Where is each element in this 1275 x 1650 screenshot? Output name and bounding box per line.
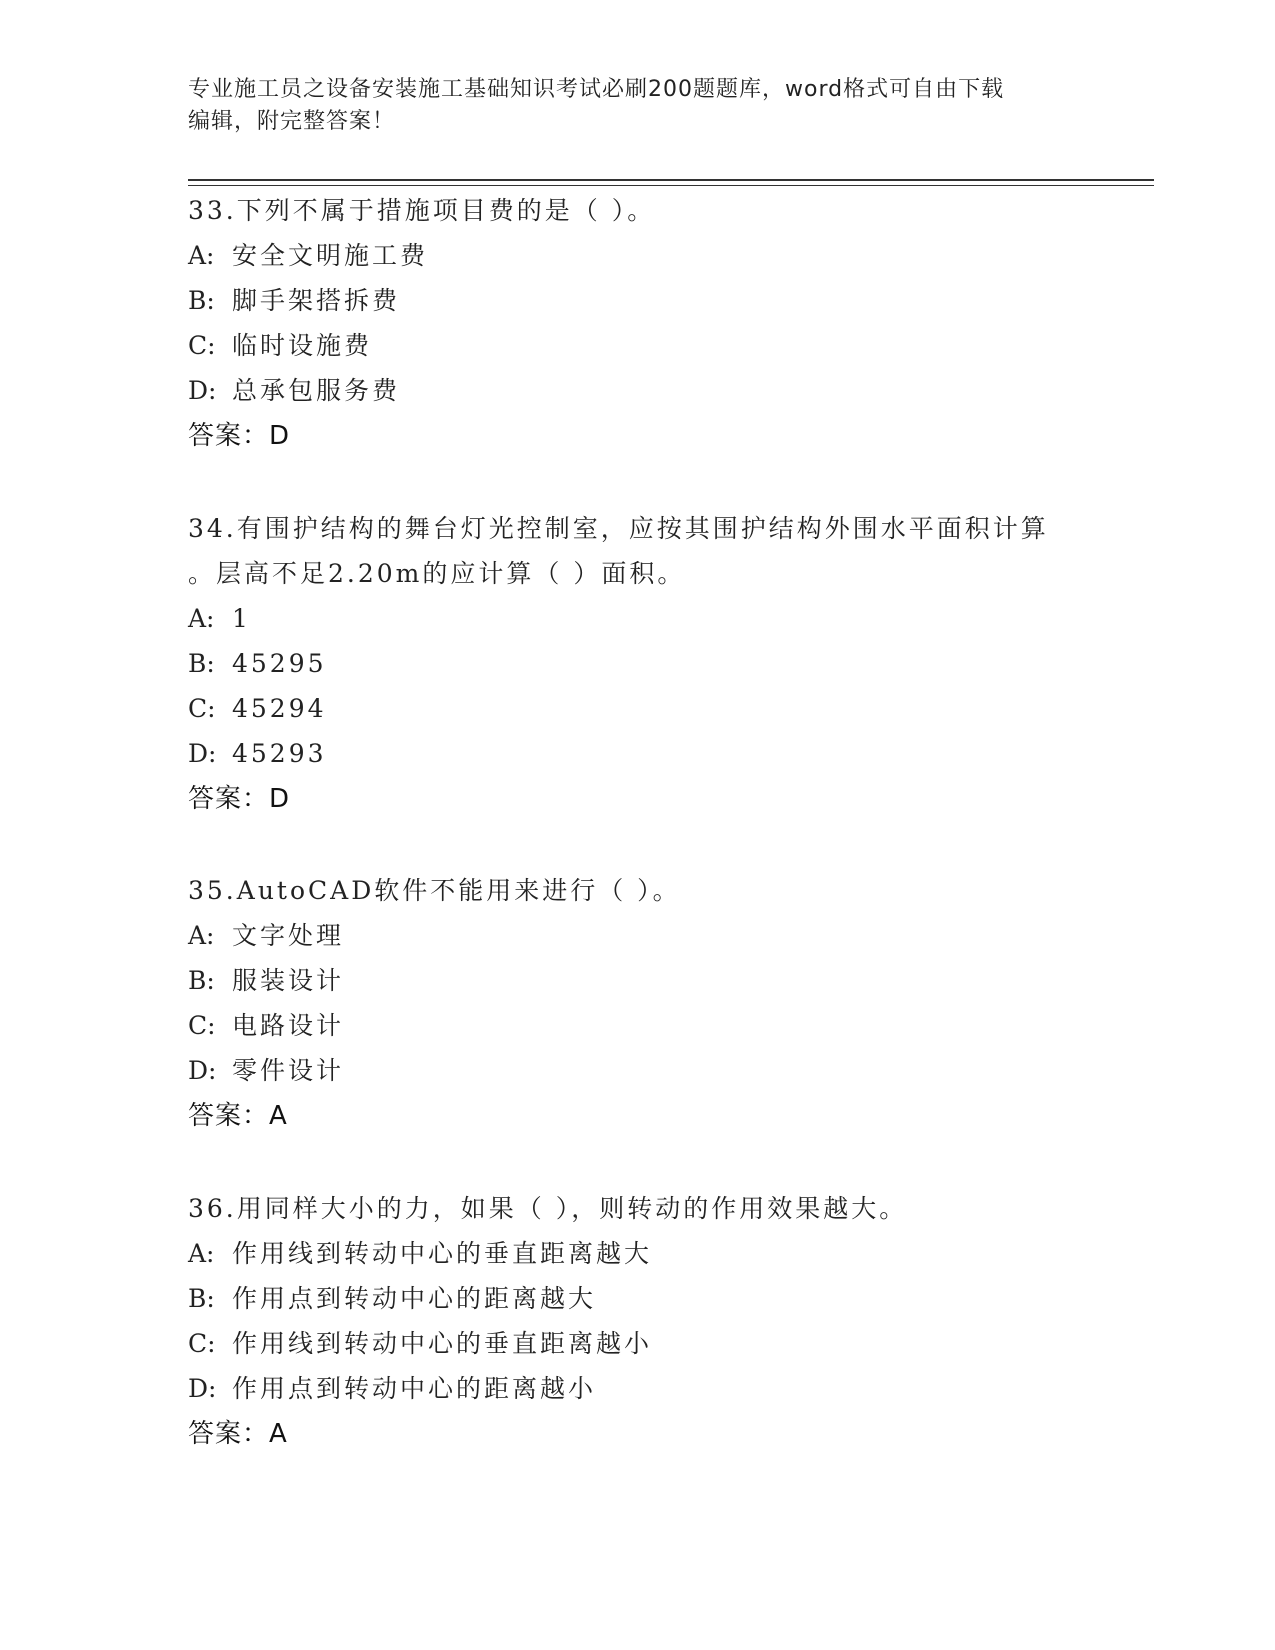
option-letter: B: bbox=[188, 286, 215, 315]
option-letter: B: bbox=[188, 1284, 215, 1313]
option-a bbox=[188, 596, 1088, 641]
option-d bbox=[188, 1366, 1088, 1411]
option-letter: A: bbox=[188, 241, 215, 270]
answer-line: 答案：D bbox=[188, 421, 291, 451]
option-text: 1 bbox=[232, 604, 251, 633]
header-divider-thick bbox=[188, 179, 1154, 181]
option-c bbox=[188, 1003, 1088, 1048]
option-text: 总承包服务费 bbox=[232, 376, 401, 405]
option-text: 临时设施费 bbox=[232, 331, 373, 360]
option-d bbox=[188, 368, 1088, 413]
option-a bbox=[188, 913, 1088, 958]
option-text: 45295 bbox=[232, 649, 327, 678]
option-text: 零件设计 bbox=[232, 1056, 345, 1085]
option-text: 作用点到转动中心的距离越小 bbox=[232, 1374, 597, 1403]
option-text: 45294 bbox=[232, 694, 327, 723]
option-letter: A: bbox=[188, 921, 215, 950]
option-letter: A: bbox=[188, 1239, 215, 1268]
question-text: 33.下列不属于措施项目费的是（ ）。 bbox=[188, 196, 656, 225]
option-b bbox=[188, 958, 1088, 1003]
option-text: 电路设计 bbox=[232, 1011, 345, 1040]
header-title-line-1: 专业施工员之设备安装施工基础知识考试必刷200题题库，word格式可自由下载 bbox=[188, 77, 1005, 102]
answer-line: 答案：D bbox=[188, 784, 291, 814]
option-letter: C: bbox=[188, 1011, 216, 1040]
option-c bbox=[188, 1321, 1088, 1366]
option-letter: D: bbox=[188, 1374, 217, 1403]
option-letter: D: bbox=[188, 376, 217, 405]
option-text: 服装设计 bbox=[232, 966, 345, 995]
question-text: 35.AutoCAD软件不能用来进行（ ）。 bbox=[188, 876, 681, 905]
option-text: 作用线到转动中心的垂直距离越大 bbox=[232, 1239, 653, 1268]
option-text: 安全文明施工费 bbox=[232, 241, 429, 270]
option-text: 作用线到转动中心的垂直距离越小 bbox=[232, 1329, 653, 1358]
question-36 bbox=[188, 1186, 1088, 1457]
option-b bbox=[188, 278, 1088, 323]
answer-line: 答案：A bbox=[188, 1101, 288, 1131]
option-a bbox=[188, 1231, 1088, 1276]
question-text: 36.用同样大小的力，如果（ ），则转动的作用效果越大。 bbox=[188, 1194, 908, 1223]
option-c bbox=[188, 323, 1088, 368]
option-text: 作用点到转动中心的距离越大 bbox=[232, 1284, 597, 1313]
option-letter: C: bbox=[188, 694, 216, 723]
option-letter: A: bbox=[188, 604, 215, 633]
option-a bbox=[188, 233, 1088, 278]
question-text-continued: 。层高不足2.20m的应计算（ ）面积。 bbox=[188, 559, 686, 588]
option-letter: B: bbox=[188, 649, 215, 678]
option-letter: D: bbox=[188, 1056, 217, 1085]
question-34 bbox=[188, 506, 1088, 822]
option-b bbox=[188, 1276, 1088, 1321]
option-letter: B: bbox=[188, 966, 215, 995]
option-text: 脚手架搭拆费 bbox=[232, 286, 401, 315]
option-b bbox=[188, 641, 1088, 686]
option-d bbox=[188, 1048, 1088, 1093]
question-33 bbox=[188, 188, 1088, 459]
header-divider-thin bbox=[188, 185, 1154, 186]
header-title-line-2: 编辑，附完整答案！ bbox=[188, 109, 396, 134]
answer-line: 答案：A bbox=[188, 1419, 288, 1449]
option-letter: C: bbox=[188, 1329, 216, 1358]
option-text: 45293 bbox=[232, 739, 327, 768]
option-text: 文字处理 bbox=[232, 921, 345, 950]
question-text: 34.有围护结构的舞台灯光控制室，应按其围护结构外围水平面积计算 bbox=[188, 514, 1049, 543]
document-header bbox=[188, 74, 1088, 138]
question-35 bbox=[188, 868, 1088, 1139]
option-c bbox=[188, 686, 1088, 731]
option-letter: D: bbox=[188, 739, 217, 768]
option-d bbox=[188, 731, 1088, 776]
option-letter: C: bbox=[188, 331, 216, 360]
